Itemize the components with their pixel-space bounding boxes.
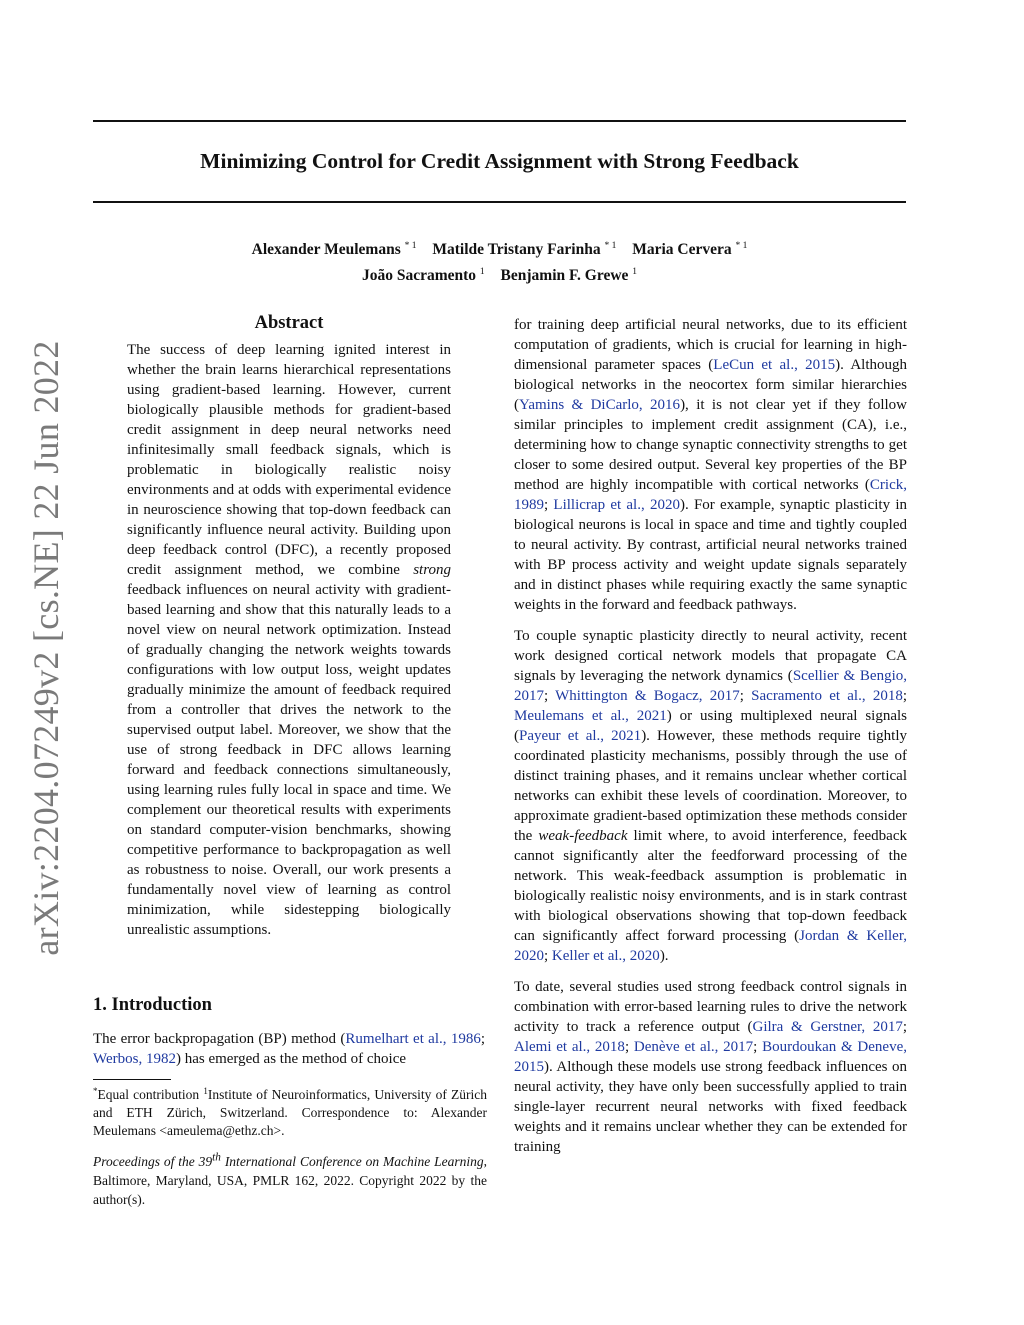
author: Alexander Meulemans $^{* 1}$ <box>251 241 417 258</box>
introduction-right-column <box>514 315 907 1157</box>
author: Benjamin F. Grewe $^1$ <box>500 267 638 284</box>
affiliation-footnote: *Equal contribution $^1$Institute of Neuroinformatics, University of Zürich and ETH Zürich, Switzerland. Correspondence to: Alexander Meulemans <ameulema@ethz.ch>. <box>93 1086 487 1138</box>
abstract-paragraph: The success of deep learning ignited interest in whether the brain learns hierarchical representations using gradient-based learning. However, current biologically plausible methods for gradient-based credit assignment in deep neural networks need infinitesimally small feedback signals, which is problematic in biologically realistic noisy environments and at odds with experimental evidence in neuroscience showing that top-down feedback can significantly influence neural activity. Building upon deep feedback control (DFC), a recently proposed credit assignment method, we combine strong feedback influences on neural activity with gradient-based learning and show that this naturally leads to a novel view on neural network optimization. Instead of gradually changing the network weights towards configurations with low output loss, weight updates gradually minimize the amount of feedback required from a controller that drives the network to the supervised output label. Moreover, we show that the use of strong feedback in DFC allows learning forward and feedback connections simultaneously, using learning rules fully local in space and time. We complement our theoretical results with experiments on standard computer-vision benchmarks, showing competitive performance to backpropagation as well as robustness to noise. Overall, our work presents a fundamentally novel view of learning as control minimization, while sidestepping biologically unrealistic assumptions. <box>127 342 451 938</box>
abstract-body <box>127 340 451 940</box>
paper-title: Minimizing Control for Credit Assignment with Strong Feedback <box>200 149 799 173</box>
citation-link[interactable]: Whittington & Bogacz, 2017 <box>555 688 740 704</box>
citation-link[interactable]: Payeur et al., 2021 <box>519 728 642 744</box>
introduction-left-column <box>93 1029 485 1069</box>
citation-link[interactable]: Rumelhart et al., 1986 <box>345 1031 481 1047</box>
author: Matilde Tristany Farinha $^{* 1}$ <box>432 241 617 258</box>
citation-link[interactable]: Gilra & Gerstner, 2017 <box>752 1019 903 1035</box>
citation-link[interactable]: LeCun et al., 2015 <box>713 357 836 373</box>
intro-paragraph-1: The error backpropagation (BP) method (Rumelhart et al., 1986; Werbos, 1982) has emerged as the method of choice <box>93 1031 486 1067</box>
abstract-heading: Abstract <box>254 313 324 333</box>
citation-link[interactable]: Meulemans et al., 2021 <box>514 708 667 724</box>
intro-paragraph-3: To couple synaptic plasticity directly to neural activity, recent work designed cortical network models that propagate CA signals by leveraging the network dynamics (Scellier & Bengio, 2017; Whittington & Bogacz, 2017; Sacramento et al., 2018; Meulemans et al., 2021) or using multiplexed neural signals (Payeur et al., 2021). However, these methods require tightly coordinated plasticity mechanisms, possibly through the use of distinct training phases, and it remains unclear whether cortical networks can exhibit these levels of coordination. Moreover, to approximate gradient-based optimization these methods consider the weak-feedback limit where, to avoid interference, feedback cannot significantly alter the feedforward processing of the network. This weak-feedback assumption is problematic in biologically realistic noisy environments, and is in stark contrast with biological observations showing that top-down feedback can significantly affect forward processing (Jordan & Keller, 2020; Keller et al., 2020). <box>514 628 908 964</box>
proceedings-note: Proceedings of the 39th International Conference on Machine Learning, Baltimore, Maryland, USA, PMLR 162, 2022. Copyright 2022 by the author(s). <box>93 1151 487 1207</box>
intro-paragraph-2: for training deep artificial neural networks, due to its efficient computation of gradients, which is crucial for learning in high-dimensional parameter spaces (LeCun et al., 2015). Although biological networks in the neocortex form similar hierarchies (Yamins & DiCarlo, 2016), it is not clear yet if they follow similar principles to implement credit assignment (CA), i.e., determining how to change synaptic connectivity strengths to get closer to some desired output. Several key properties of the BP method are highly incompatible with cortical networks (Crick, 1989; Lillicrap et al., 2020). For example, synaptic plasticity in biological neurons is local in space and time and tightly coupled to neural activity. By contrast, artificial neural networks trained with BP process activity and weight update signals separately and in distinct phases while requiring exactly the same synaptic weights in the forward and feedback pathways. <box>514 317 907 613</box>
footnote-rule <box>93 1079 171 1080</box>
introduction-heading: 1. Introduction <box>93 995 212 1015</box>
citation-link[interactable]: Yamins & DiCarlo, 2016 <box>519 397 681 413</box>
title-bottom-rule <box>93 201 906 203</box>
author-line-2 <box>93 261 906 287</box>
citation-link[interactable]: Keller et al., 2020 <box>551 948 660 964</box>
citation-link[interactable]: Crick, 1989 <box>514 477 907 513</box>
author: Maria Cervera $^{* 1}$ <box>632 241 748 258</box>
author-list <box>93 235 906 287</box>
citation-link[interactable]: Alemi et al., 2018 <box>514 1039 625 1055</box>
citation-link[interactable]: Scellier & Bengio, 2017 <box>514 668 907 704</box>
author-line-1 <box>93 235 906 261</box>
citation-link[interactable]: Werbos, 1982 <box>93 1051 176 1067</box>
title-top-rule <box>93 120 906 122</box>
intro-paragraph-4: To date, several studies used strong feedback control signals in combination with error-based learning rules to drive the network activity to track a reference output (Gilra & Gerstner, 2017; Alemi et al., 2018; Denève et al., 2017; Bourdoukan & Deneve, 2015). Although these models use strong feedback influences on neural activity, they have only been successfully applied to train single-layer recurrent neural networks with fixed feedback weights and it remains unclear whether they can be extended for training <box>514 979 907 1155</box>
citation-link[interactable]: Lillicrap et al., 2020 <box>553 497 680 513</box>
arxiv-stamp-text: arXiv:2204.07249v2 [cs.NE] 22 Jun 2022 <box>26 340 66 956</box>
author: João Sacramento $^1$ <box>361 267 485 284</box>
citation-link[interactable]: Jordan & Keller, 2020 <box>514 928 907 964</box>
citation-link[interactable]: Bourdoukan & Deneve, 2015 <box>514 1039 907 1075</box>
citation-link[interactable]: Denève et al., 2017 <box>633 1039 754 1055</box>
citation-link[interactable]: Sacramento et al., 2018 <box>751 688 903 704</box>
